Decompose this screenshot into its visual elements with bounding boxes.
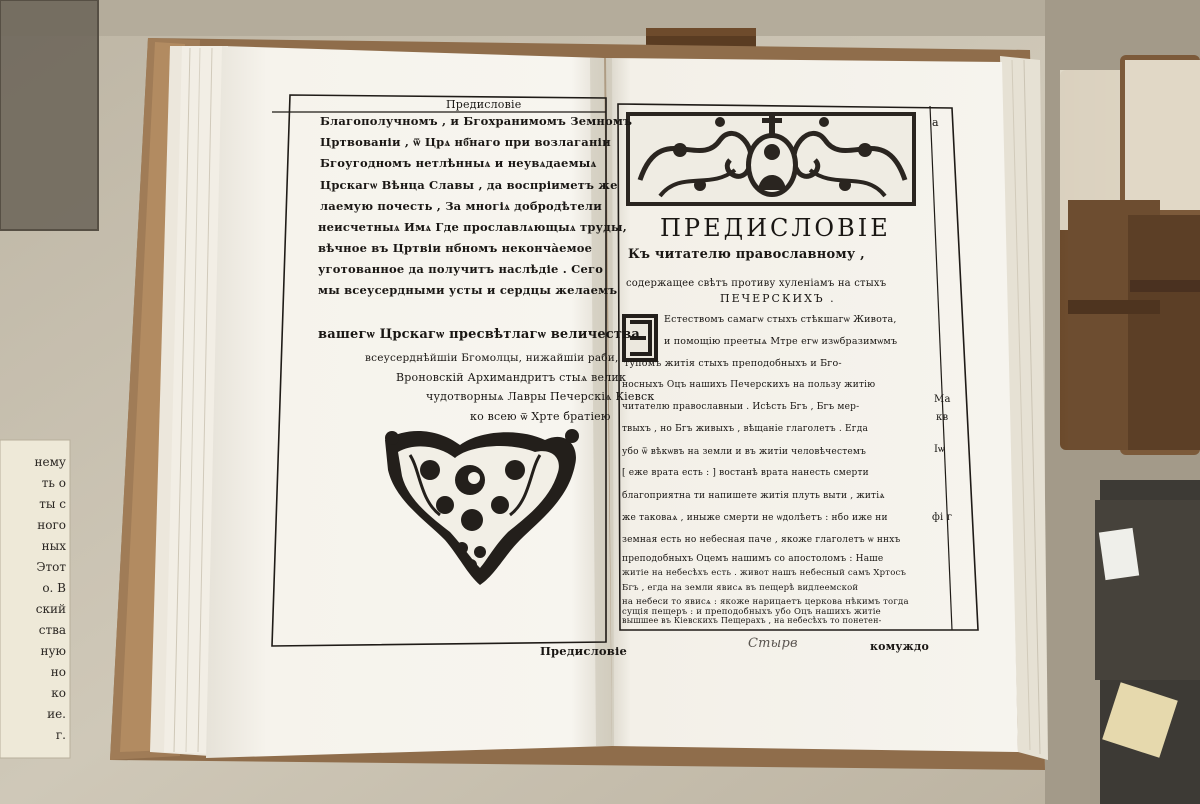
signature-line: чудотворныѧ Лавры Печерскіѧ Кіевск <box>426 390 655 403</box>
dedication-line: мы всеусердными усты и сердцы желаемъ <box>318 283 618 297</box>
museum-label-text <box>0 452 66 746</box>
margin-note: Мa <box>934 394 951 405</box>
label-line: ства <box>38 623 66 637</box>
label-line: ский <box>35 602 66 616</box>
pencil-signature: Стырв <box>748 636 798 651</box>
margin-note: Іѡ <box>934 444 945 455</box>
dedication-line: лаемую почесть , За многіѧ добродѣтели <box>320 199 602 213</box>
body-line: вышшее въ Кіевскихъ Пещерахъ , на небесѣхъ то понетен- <box>622 616 882 625</box>
left-title-line: вашегѡ Црскагѡ пресвѣтлагѡ величества <box>318 327 641 342</box>
dedication-line: Црскагѡ Вѣнца Славы , да воспріиметъ же <box>320 178 618 192</box>
dedication-line: Цртвованіи , ѿ Црѧ нб҃наго при возлаганіи <box>320 135 611 149</box>
body-line: носныхъ Оцъ нашихъ Печерскихъ на пользу житію <box>622 380 876 390</box>
folio-number: а <box>932 116 939 129</box>
signature-line: Вроновскій Архимандритъ стыѧ велик <box>396 371 627 384</box>
body-line: и помощію преетыѧ Мтре егѡ изѡбразимѡмъ <box>664 336 898 347</box>
dedication-line: уготованное да получитъ наслѣдіе . Сего <box>318 262 604 276</box>
label-line: ко <box>51 686 66 700</box>
margin-note: кв <box>936 412 949 423</box>
book-stack-right <box>1045 0 1200 804</box>
label-line: нему <box>34 455 66 469</box>
headpiece-ornament <box>626 112 916 206</box>
body-line: житіе на небесѣхъ есть . живот нашъ небесный самъ Хртосъ <box>622 568 907 578</box>
signature-line: ко всею ѿ Хрте братіею <box>470 410 611 423</box>
right-page-subtitle2: содержащее свѣтъ противу хуленіамъ на стыхъ <box>626 278 887 289</box>
left-page-header: Предисловіе <box>446 98 522 111</box>
label-line: Этот <box>36 560 66 574</box>
signature-line: всеусерднѣйшіи Бгомолцы, нижайшіи раби, <box>365 352 619 364</box>
dedication-line: вѣчное въ Цртвіи нбномъ неконча̀емое <box>318 241 593 255</box>
label-line: ие. <box>47 707 66 721</box>
margin-note: фі г <box>932 512 953 523</box>
label-line: ную <box>40 644 66 658</box>
right-catchword: комуждо <box>870 640 930 653</box>
label-line: ть о <box>41 476 66 490</box>
body-line: твыхъ , но Бгъ живыхъ , вѣщаніе глаголетъ . Егда <box>622 424 869 434</box>
label-line: ных <box>41 539 66 553</box>
dedication-line: неисчетныѧ Имѧ Где прославлѧющыѧ труды, <box>318 220 627 234</box>
body-line: [ еже врата есть : ] востанѣ врата нанесть смерти <box>622 468 869 478</box>
body-line: преподобныхъ Оцемъ нашимъ со апостоломъ : Наше <box>622 554 884 564</box>
body-line: читателю православныи . Исѣсть Бгъ , Бгъ мер- <box>622 402 860 412</box>
body-line: Естествомъ самагѡ стыхъ стѣкшагѡ Живота, <box>664 314 897 325</box>
body-line: убо ѿ вѣкѡвъ на земли и въ житіи человѣчестемъ <box>622 447 867 457</box>
label-line: о. В <box>42 581 66 595</box>
body-line: же таковаѧ , иныже смерти не ѡдолѣетъ : нбо иже ни <box>622 513 888 523</box>
label-line: но <box>50 665 66 679</box>
label-line: ного <box>37 518 66 532</box>
right-page-subtitle: Къ читателю православному , <box>628 247 865 262</box>
right-page-title: ПРЕДИСЛОВІЕ <box>660 214 891 242</box>
left-catchword: Предисловіе <box>540 644 628 658</box>
right-page-subtitle3: ПЕЧЕРСКИХЪ . <box>720 292 836 305</box>
dedication-line: Благополучномъ , и Бгохранимомъ Земномъ <box>320 114 633 128</box>
dedication-line: Бгоугодномъ нетлѣнныѧ и неувѧдаемыѧ <box>320 156 597 170</box>
body-line: благоприятна ти напишете житія плуть выти , житіѧ <box>622 491 885 501</box>
label-line: ты с <box>39 497 66 511</box>
body-line: тупомъ житія стыхъ преподобныхъ и Бго- <box>624 358 842 369</box>
body-line: Бгъ , егда на земли явисѧ въ пещерѣ видлеемской <box>622 583 859 593</box>
body-line: земная есть но небесная паче , якоже глаголетъ ѡ ннхъ <box>622 535 901 545</box>
label-line: г. <box>55 728 66 742</box>
body-line: сущія пещеръ : и преподобныхъ убо Оцъ нашихъ житіе <box>622 607 881 617</box>
body-line: на небеси то явисѧ : якоже нарицаетъ церкова нѣкимъ тогда <box>622 597 909 607</box>
